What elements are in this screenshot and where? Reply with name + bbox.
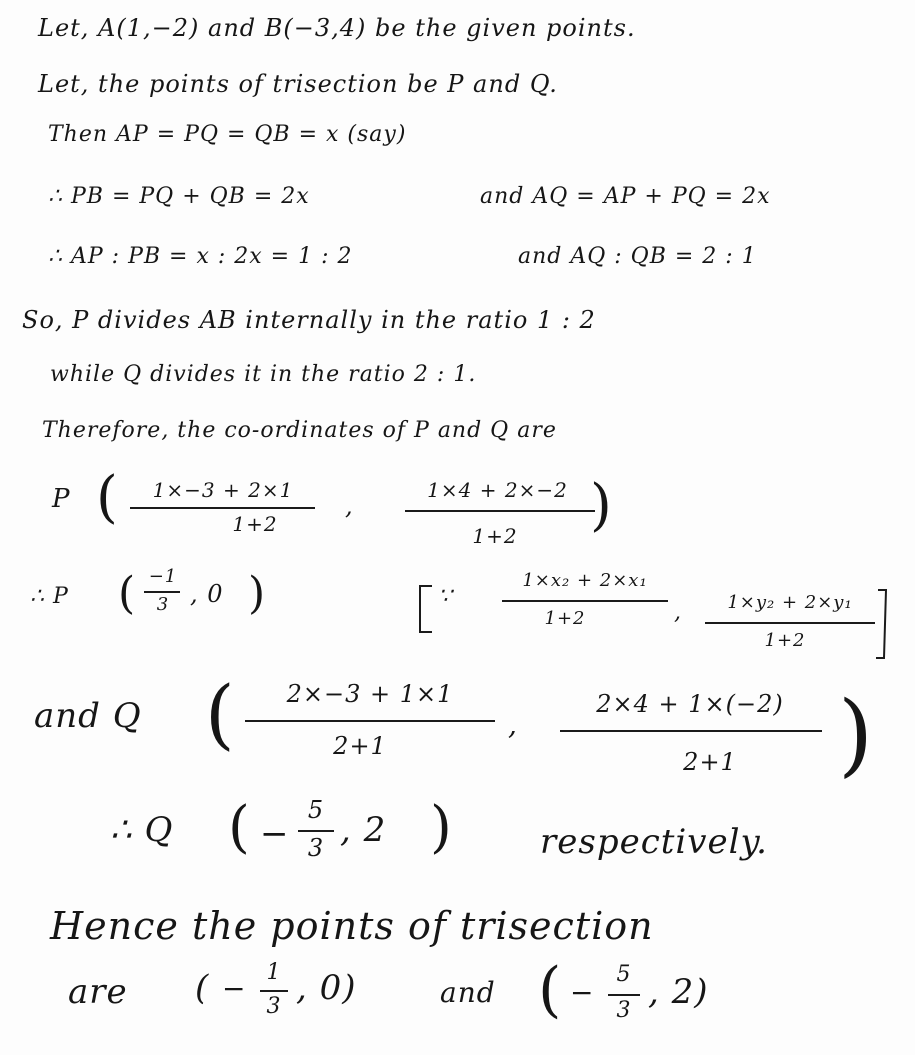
p-result-rest: , 0 [190, 580, 224, 608]
conclusion-q-denominator: 3 [616, 998, 632, 1023]
q-y-denominator: 2+1 [683, 748, 737, 776]
q-x-numerator: 2×−3 + 1×1 [286, 680, 454, 708]
conclusion-q-open: ( [538, 955, 562, 1025]
conclusion-q-rest: , 2) [648, 972, 709, 1012]
conclusion-p-sign: − [222, 972, 247, 1005]
p-result-fraction-bar [144, 591, 180, 593]
p-result-denominator: 3 [156, 594, 170, 615]
section-y-denominator: 1+2 [764, 630, 806, 651]
p-label: P [52, 484, 71, 514]
q-close-paren: ) [838, 682, 874, 787]
p-y-fraction-bar [405, 510, 595, 512]
conclusion-line: Hence the points of trisection [50, 904, 654, 948]
q-x-fraction-bar [245, 720, 495, 722]
p-y-numerator: 1×4 + 2×−2 [427, 478, 568, 502]
q-result-prefix: ∴ Q [110, 810, 174, 850]
section-formula-because: ∵ [438, 584, 453, 609]
p-result-open-paren: ( [118, 568, 136, 619]
q-label: and Q [34, 696, 142, 736]
q-result-numerator: 5 [307, 796, 325, 824]
p-y-denominator: 1+2 [472, 524, 518, 548]
conclusion-p-open: ( [195, 968, 210, 1008]
line-coordinates-intro: Therefore, the co-ordinates of P and Q are [42, 418, 557, 443]
line-aq-qb-ratio: and AQ : QB = 2 : 1 [518, 244, 757, 269]
q-comma: , [508, 708, 518, 741]
section-y-fraction-bar [705, 622, 875, 624]
line-ap-pb-ratio: ∴ AP : PB = x : 2x = 1 : 2 [48, 244, 353, 269]
section-comma: , [674, 600, 682, 625]
q-y-fraction-bar [560, 730, 822, 732]
q-y-numerator: 2×4 + 1×(−2) [596, 690, 784, 718]
q-result-minus: − [260, 814, 290, 854]
p-x-fraction-bar [130, 507, 315, 509]
conclusion-p-rest: , 0) [296, 968, 357, 1008]
q-x-denominator: 2+1 [333, 732, 387, 760]
conclusion-q-numerator: 5 [616, 962, 632, 987]
p-x-numerator: 1×−3 + 2×1 [152, 478, 294, 502]
p-result-numerator: −1 [148, 566, 178, 587]
q-result-fraction-bar [298, 830, 334, 832]
conclusion-and: and [440, 976, 496, 1009]
conclusion-are: are [68, 972, 128, 1012]
section-y-numerator: 1×y₂ + 2×y₁ [727, 592, 853, 613]
q-result-denominator: 3 [307, 834, 325, 862]
p-close-paren: ) [590, 473, 612, 538]
conclusion-q-fraction-bar [608, 994, 640, 996]
conclusion-q-sign: − [570, 976, 595, 1009]
p-result-prefix: ∴ P [30, 584, 69, 609]
line-pb: ∴ PB = PQ + QB = 2x [48, 184, 310, 209]
p-open-paren: ( [96, 465, 118, 530]
section-x-denominator: 1+2 [544, 608, 586, 629]
section-x-fraction-bar [502, 600, 668, 602]
p-x-denominator: 1+2 [232, 512, 278, 536]
conclusion-p-numerator: 1 [266, 960, 282, 985]
line-aq: and AQ = AP + PQ = 2x [480, 184, 771, 209]
q-result-rest: , 2 [340, 810, 387, 850]
q-result-respectively: respectively. [540, 822, 768, 862]
p-comma: , [345, 492, 354, 520]
q-open-paren: ( [205, 669, 235, 758]
line-q-divides: while Q divides it in the ratio 2 : 1. [50, 362, 477, 387]
conclusion-p-denominator: 3 [266, 994, 282, 1019]
section-x-numerator: 1×x₂ + 2×x₁ [522, 570, 648, 591]
q-result-close-paren: ) [430, 795, 452, 860]
line-p-divides: So, P divides AB internally in the ratio 1 : 2 [22, 306, 596, 334]
p-result-close-paren: ) [248, 568, 266, 619]
line-given-points: Let, A(1,−2) and B(−3,4) be the given points. [38, 14, 636, 42]
q-result-open-paren: ( [228, 795, 250, 860]
line-trisection-points: Let, the points of trisection be P and Q. [38, 70, 558, 98]
conclusion-p-fraction-bar [260, 990, 288, 992]
line-equal-segments: Then AP = PQ = QB = x (say) [48, 122, 407, 147]
